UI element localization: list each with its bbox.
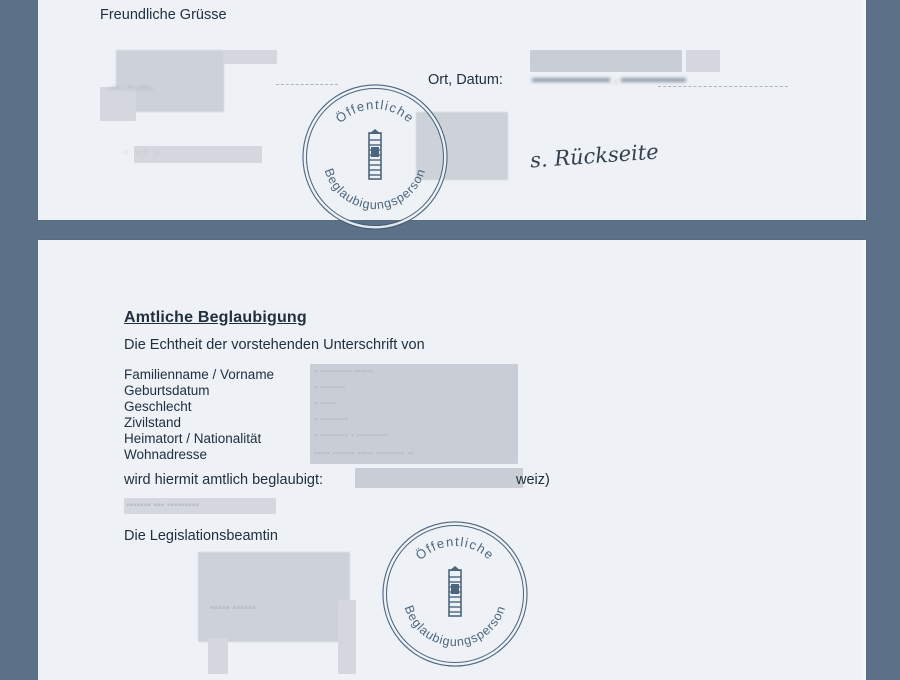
document-page-top: [38, 0, 866, 220]
redacted-value-ghost-6: ▪▪▪▪▪ ▪▪▪▪▪▪▪ ▪▪▪▪▪ ▪▪▪▪▪▪▪▪▪ ▪▪: [314, 448, 414, 458]
signature-scribble: ⌒⌒⌒: [108, 87, 154, 104]
redacted-reference-ghost: ▪▪▪▪▪▪▪ ▪▪▪ ▪▪▪▪▪▪▪▪▪: [126, 500, 199, 511]
subheading: Die Echtheit der vorstehenden Unterschrift von: [124, 337, 425, 353]
svg-text:Beglaubigungsperson: Beglaubigungsperson: [401, 603, 509, 650]
field-label-geburtsdatum: Geburtsdatum: [124, 383, 210, 398]
stamp-emblem-icon: [360, 129, 390, 185]
document-page-bottom: [38, 240, 866, 680]
redacted-value-ghost-4: ▪ ▪▪▪▪▪▪▪▪▪: [314, 414, 349, 424]
page-title: Amtliche Beglaubigung: [124, 309, 307, 326]
svg-text:Öffentliche: Öffentliche: [332, 96, 418, 126]
field-label-zivilstand: Zivilstand: [124, 415, 182, 430]
official-stamp: [306, 88, 444, 226]
redacted-place-extra: [686, 50, 720, 72]
place-date-label: Ort, Datum:: [428, 72, 503, 88]
redacted-value-ghost-1: ▪ ▪▪▪▪▪▪▪▪▪▪ ▪▪▪▪▪▪: [314, 366, 374, 376]
field-label-wohnadresse: Wohnadresse: [124, 447, 208, 462]
certify-suffix: weiz): [516, 472, 550, 488]
stamp-emblem-icon-bottom: [440, 566, 470, 622]
redacted-signature-stroke-left: [208, 638, 228, 674]
dotted-rule-left: [276, 84, 338, 85]
dotted-rule-right: [658, 86, 788, 87]
redacted-name-ghost: · · · ·: [124, 144, 160, 159]
redacted-place: [530, 50, 682, 72]
redacted-officer-ghost: ▪▪▪▪▪ ▪▪▪▪▪▪: [210, 602, 256, 614]
field-label-geschlecht: Geschlecht: [124, 399, 192, 414]
redacted-signature-stroke-right: [338, 600, 356, 674]
redacted-date-ghost: ▬▬▬▬▬▬ , ▬▬▬▬▬: [532, 70, 686, 85]
redacted-signature-top: [223, 50, 277, 64]
svg-text:Beglaubigungsperson: Beglaubigungsperson: [321, 166, 429, 213]
svg-text:Öffentliche: Öffentliche: [412, 533, 498, 563]
officer-line: Die Legislationsbeamtin: [124, 528, 278, 544]
certify-line: wird hiermit amtlich beglaubigt:: [124, 472, 324, 488]
field-label-familienname: Familienname / Vorname: [124, 367, 275, 382]
closing-salutation: Freundliche Grüsse: [100, 7, 227, 23]
official-stamp-bottom: [386, 525, 524, 663]
redacted-value-ghost-3: ▪ ▪▪▪▪▪: [314, 398, 336, 408]
redacted-certify-value: [355, 468, 523, 488]
redacted-officer-signature: [198, 552, 350, 642]
redacted-value-ghost-2: ▪ ▪▪▪▪▪▪▪▪: [314, 382, 346, 392]
handwritten-note: s. Rückseite: [529, 139, 660, 173]
field-label-heimatort: Heimatort / Nationalität: [124, 431, 262, 446]
redacted-value-ghost-5: ▪ ▪▪▪▪▪▪▪▪▪ ▪ ▪▪▪▪▪▪▪▪▪▪: [314, 430, 389, 440]
